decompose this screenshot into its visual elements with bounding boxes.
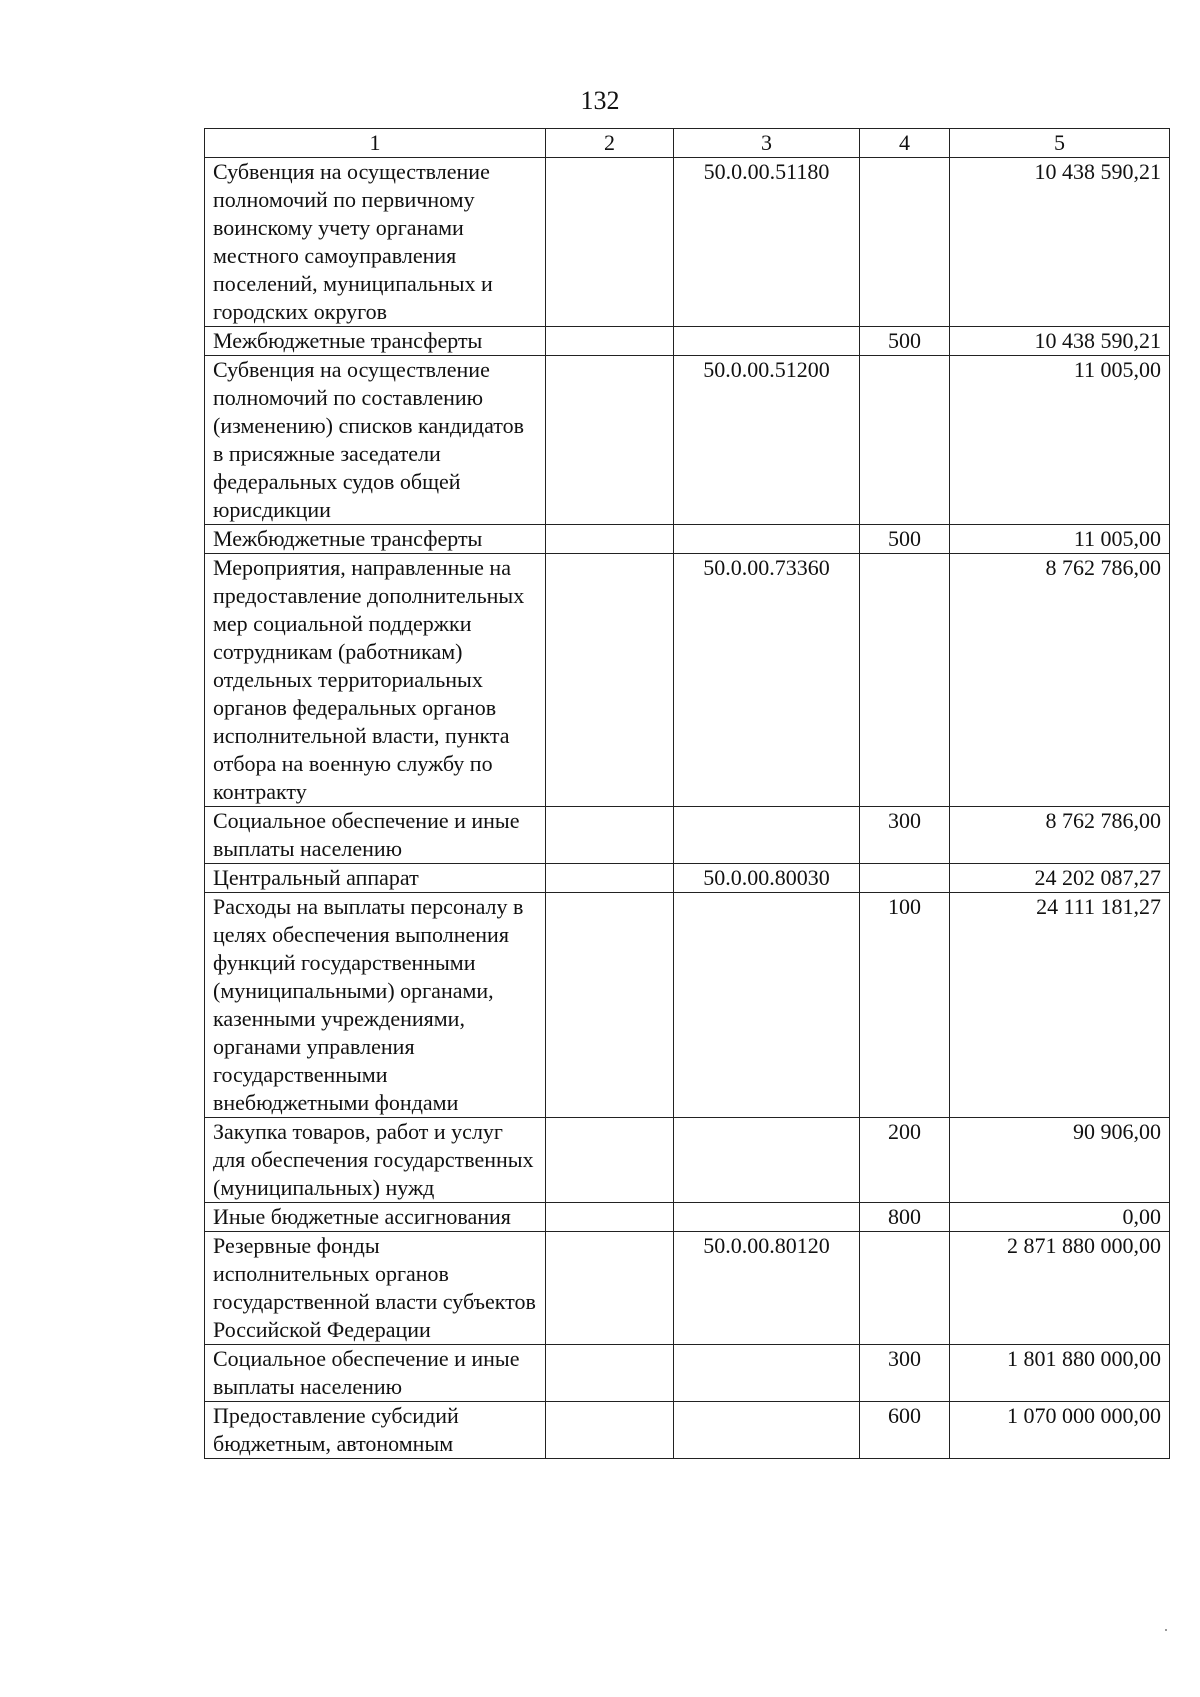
table-row <box>205 525 1170 554</box>
row-amount: 10 438 590,21 <box>950 327 1170 356</box>
budget-table <box>204 128 1170 1459</box>
row-amount: 24 202 087,27 <box>950 864 1170 893</box>
table-row <box>205 554 1170 807</box>
table-row <box>205 1203 1170 1232</box>
column-header-1: 1 <box>205 129 546 158</box>
row-amount: 11 005,00 <box>950 356 1170 525</box>
row-amount: 90 906,00 <box>950 1118 1170 1203</box>
row-expense-type <box>860 1232 950 1345</box>
row-name: Субвенция на осуществление полномочий по составлению (изменению) списков кандидатов в присяжные заседатели федеральных судов общей юрисдикции <box>205 356 546 525</box>
table-row <box>205 1345 1170 1402</box>
row-expense-type: 200 <box>860 1118 950 1203</box>
row-amount: 24 111 181,27 <box>950 893 1170 1118</box>
row-expense-type: 800 <box>860 1203 950 1232</box>
table-row <box>205 807 1170 864</box>
row-name: Социальное обеспечение и иные выплаты населению <box>205 807 546 864</box>
row-expense-type: 500 <box>860 525 950 554</box>
scan-speck <box>1165 1629 1167 1631</box>
row-target-code <box>674 1203 860 1232</box>
row-name: Межбюджетные трансферты <box>205 525 546 554</box>
row-target-code: 50.0.00.80120 <box>674 1232 860 1345</box>
column-header-3: 3 <box>674 129 860 158</box>
table-row <box>205 1118 1170 1203</box>
row-name: Иные бюджетные ассигнования <box>205 1203 546 1232</box>
row-col2 <box>546 864 674 893</box>
row-name: Социальное обеспечение и иные выплаты населению <box>205 1345 546 1402</box>
row-col2 <box>546 1203 674 1232</box>
table-row <box>205 1232 1170 1345</box>
table-row <box>205 1402 1170 1459</box>
row-col2 <box>546 1118 674 1203</box>
row-amount: 1 801 880 000,00 <box>950 1345 1170 1402</box>
row-target-code: 50.0.00.73360 <box>674 554 860 807</box>
row-col2 <box>546 327 674 356</box>
table-row <box>205 864 1170 893</box>
row-expense-type <box>860 158 950 327</box>
row-name: Мероприятия, направленные на предоставление дополнительных мер социальной поддержки сотрудникам (работникам) отдельных территориальных органов федеральных органов исполнительной власти, пункта отбора на военную службу по контракту <box>205 554 546 807</box>
table-row <box>205 893 1170 1118</box>
row-target-code <box>674 807 860 864</box>
row-expense-type: 600 <box>860 1402 950 1459</box>
table-row <box>205 327 1170 356</box>
row-expense-type: 300 <box>860 1345 950 1402</box>
row-expense-type <box>860 554 950 807</box>
row-expense-type <box>860 864 950 893</box>
row-target-code <box>674 1345 860 1402</box>
table-row <box>205 356 1170 525</box>
row-col2 <box>546 554 674 807</box>
row-col2 <box>546 158 674 327</box>
row-target-code <box>674 327 860 356</box>
row-name: Межбюджетные трансферты <box>205 327 546 356</box>
page-number: 132 <box>580 86 620 115</box>
row-name: Закупка товаров, работ и услуг для обеспечения государственных (муниципальных) нужд <box>205 1118 546 1203</box>
row-col2 <box>546 893 674 1118</box>
row-target-code: 50.0.00.80030 <box>674 864 860 893</box>
row-col2 <box>546 525 674 554</box>
row-amount: 2 871 880 000,00 <box>950 1232 1170 1345</box>
row-amount: 11 005,00 <box>950 525 1170 554</box>
row-amount: 10 438 590,21 <box>950 158 1170 327</box>
row-target-code <box>674 893 860 1118</box>
row-target-code <box>674 525 860 554</box>
row-expense-type: 100 <box>860 893 950 1118</box>
row-name: Расходы на выплаты персоналу в целях обеспечения выполнения функций государственными (муниципальными) органами, казенными учреждениями, органами управления государственными внебюджетными фондами <box>205 893 546 1118</box>
row-col2 <box>546 1232 674 1345</box>
row-amount: 8 762 786,00 <box>950 807 1170 864</box>
row-col2 <box>546 1345 674 1402</box>
row-expense-type: 500 <box>860 327 950 356</box>
row-expense-type <box>860 356 950 525</box>
row-expense-type: 300 <box>860 807 950 864</box>
row-target-code: 50.0.00.51180 <box>674 158 860 327</box>
column-header-5: 5 <box>950 129 1170 158</box>
column-header-4: 4 <box>860 129 950 158</box>
row-target-code <box>674 1402 860 1459</box>
row-target-code <box>674 1118 860 1203</box>
row-name: Центральный аппарат <box>205 864 546 893</box>
row-name: Резервные фонды исполнительных органов государственной власти субъектов Российской Федерации <box>205 1232 546 1345</box>
column-header-2: 2 <box>546 129 674 158</box>
row-col2 <box>546 356 674 525</box>
row-name: Субвенция на осуществление полномочий по первичному воинскому учету органами местного самоуправления поселений, муниципальных и городских округов <box>205 158 546 327</box>
table-header-row <box>205 129 1170 158</box>
row-amount: 1 070 000 000,00 <box>950 1402 1170 1459</box>
row-target-code: 50.0.00.51200 <box>674 356 860 525</box>
row-col2 <box>546 807 674 864</box>
row-name: Предоставление субсидий бюджетным, автономным <box>205 1402 546 1459</box>
row-amount: 8 762 786,00 <box>950 554 1170 807</box>
row-col2 <box>546 1402 674 1459</box>
table-row <box>205 158 1170 327</box>
row-amount: 0,00 <box>950 1203 1170 1232</box>
